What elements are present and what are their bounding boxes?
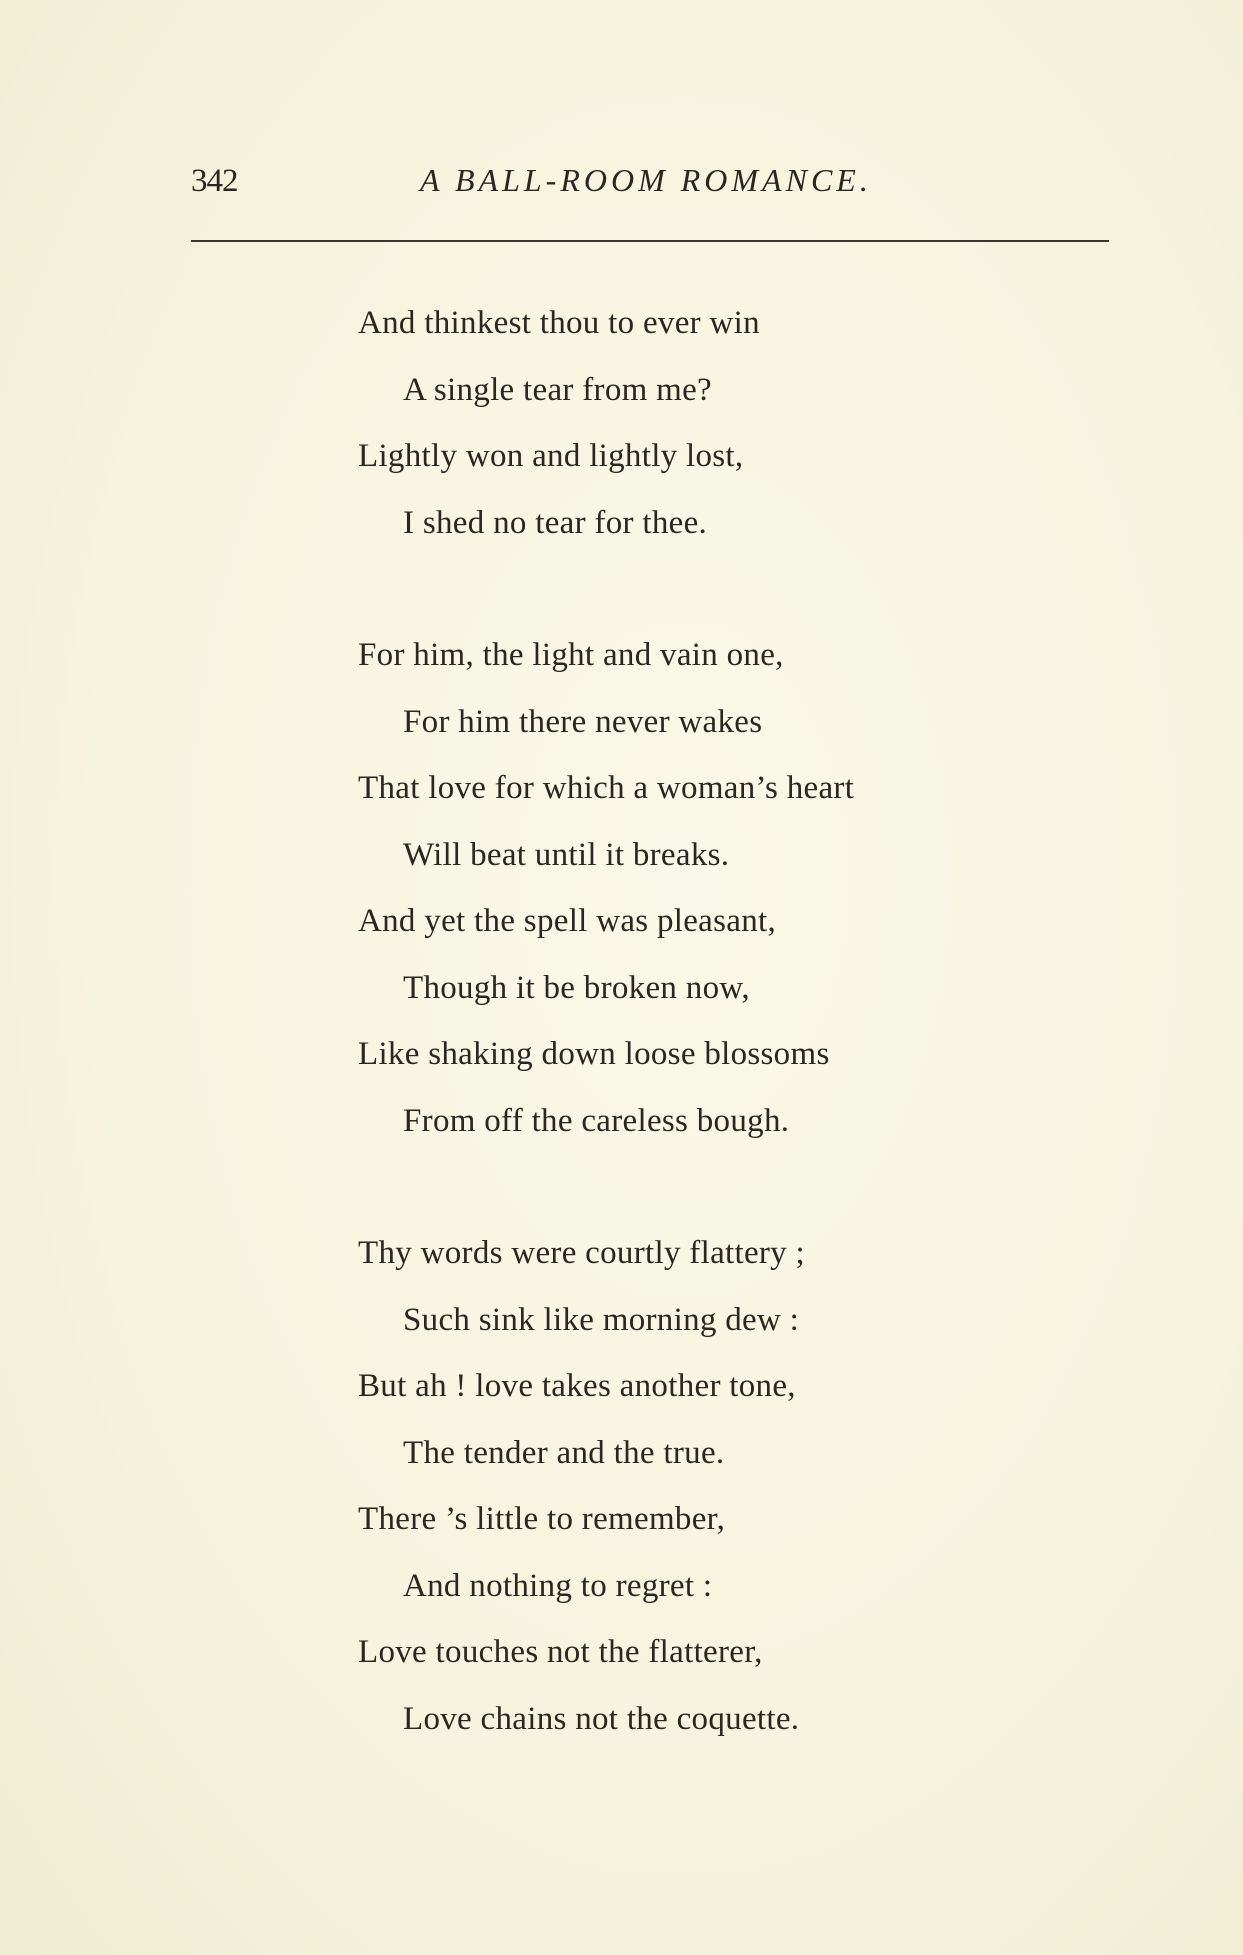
verse-line: There ’s little to remember, xyxy=(358,1501,726,1537)
verse-line: A single tear from me? xyxy=(403,371,712,408)
verse-line: Like shaking down loose blossoms xyxy=(358,1036,830,1072)
verse-line: Love touches not the flatterer, xyxy=(358,1634,763,1670)
poem-body xyxy=(358,290,1118,1818)
verse-line: And nothing to regret : xyxy=(403,1567,713,1604)
verse-line: For him there never wakes xyxy=(403,703,763,740)
verse-line: Thy words were courtly flattery ; xyxy=(358,1235,806,1271)
verse-line: From off the careless bough. xyxy=(403,1102,790,1139)
page-number: 342 xyxy=(191,163,238,199)
verse-line: But ah ! love takes another tone, xyxy=(358,1368,796,1404)
verse-line: And yet the spell was pleasant, xyxy=(358,903,777,939)
verse-line: Lightly won and lightly lost, xyxy=(358,438,744,474)
header-rule xyxy=(191,240,1109,242)
running-title: A BALL-ROOM ROMANCE. xyxy=(420,162,872,198)
verse-line: That love for which a woman’s heart xyxy=(358,770,855,806)
verse-line: For him, the light and vain one, xyxy=(358,637,784,673)
stanza-2 xyxy=(358,622,1118,1154)
stanza-3 xyxy=(358,1220,1118,1752)
verse-line: The tender and the true. xyxy=(403,1434,725,1471)
verse-line: Though it be broken now, xyxy=(403,969,750,1006)
stanza-1 xyxy=(358,290,1118,556)
verse-line: And thinkest thou to ever win xyxy=(358,305,760,341)
verse-line: Love chains not the coquette. xyxy=(403,1700,800,1737)
verse-line: I shed no tear for thee. xyxy=(403,504,708,541)
verse-line: Such sink like morning dew : xyxy=(403,1301,800,1338)
verse-line: Will beat until it breaks. xyxy=(403,836,730,873)
